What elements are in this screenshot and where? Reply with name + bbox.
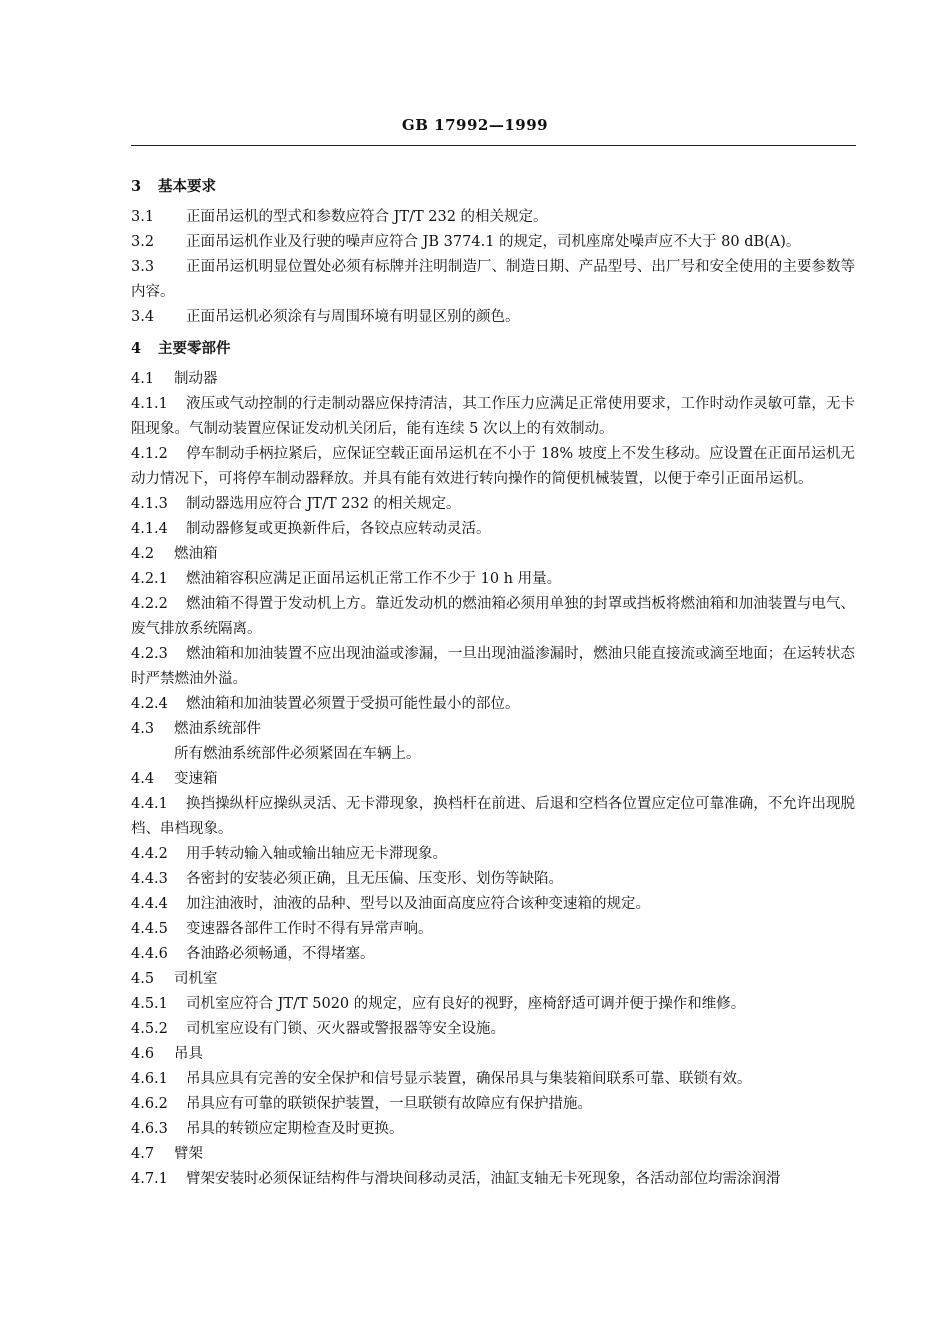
clause-text: 正面吊运机明显位置处必须有标牌并注明制造厂、制造日期、产品型号、出厂号和安全使用的主要参数等内容。: [131, 259, 855, 300]
clause-text: 变速器各部件工作时不得有异常声响。: [186, 921, 433, 937]
section-title: 基本要求: [158, 178, 216, 195]
section-number: 3: [131, 178, 142, 195]
clause-4-1-4: [131, 517, 855, 542]
clause-number: 4.2.2: [131, 596, 168, 612]
subsection-4-6: [131, 1042, 855, 1067]
clause-text: 各油路必须畅通，不得堵塞。: [186, 946, 375, 962]
clause-number: 4.4.4: [131, 896, 168, 912]
clause-3-3: [131, 255, 855, 305]
clause-number: 4.5: [131, 971, 155, 987]
clause-text: 停车制动手柄拉紧后，应保证空载正面吊运机在不小于 18% 坡度上不发生移动。应设置在正面吊运机无动力情况下，可将停车制动器释放。并具有能有效进行转向操作的简便机械装置，以便于牵引正面吊运机。: [131, 446, 855, 487]
clause-4-2-2: [131, 592, 855, 642]
clause-text: 吊具的转锁应定期检查及时更换。: [186, 1121, 404, 1137]
clause-text: 司机室应设有门锁、灭火器或警报器等安全设施。: [186, 1021, 505, 1037]
clause-number: 4.4.2: [131, 846, 168, 862]
clause-text: 正面吊运机作业及行驶的噪声应符合 JB 3774.1 的规定，司机座席处噪声应不大于 80 dB(A)。: [186, 234, 801, 250]
clause-4-5-1: [131, 992, 855, 1017]
clause-4-6-2: [131, 1092, 855, 1117]
clause-text: 燃油箱和加油装置必须置于受损可能性最小的部位。: [186, 696, 520, 712]
clause-text: 液压或气动控制的行走制动器应保持清洁，其工作压力应满足正常使用要求，工作时动作灵敏可靠，无卡阻现象。气制动装置应保证发动机关闭后，能有连续 5 次以上的有效制动。: [131, 396, 855, 437]
clause-4-4-1: [131, 792, 855, 842]
clause-text: 制动器修复或更换新件后，各铰点应转动灵活。: [186, 521, 491, 537]
page-header-standard-number: GB 17992—1999: [401, 116, 549, 134]
clause-4-4-2: [131, 842, 855, 867]
subsection-title: 燃油系统部件: [174, 721, 261, 737]
subsection-4-4: [131, 767, 855, 792]
subsection-4-5: [131, 967, 855, 992]
clause-4-3-body: 所有燃油系统部件必须紧固在车辆上。: [174, 746, 421, 762]
clause-number: 3.2: [131, 234, 155, 250]
clause-text: 吊具应有可靠的联锁保护装置，一旦联锁有故障应有保护措施。: [186, 1096, 592, 1112]
clause-4-4-4: [131, 892, 855, 917]
section-title: 主要零部件: [158, 340, 231, 357]
clause-number: 4.5.2: [131, 1021, 168, 1037]
section-heading-4: [131, 336, 855, 361]
clause-4-5-2: [131, 1017, 855, 1042]
clause-4-1-1: [131, 392, 855, 442]
clause-number: 4.2: [131, 546, 155, 562]
clause-4-1-2: [131, 442, 855, 492]
clause-number: 4.6.3: [131, 1121, 168, 1137]
clause-text: 正面吊运机必须涂有与周围环境有明显区别的颜色。: [186, 309, 520, 325]
clause-text: 制动器选用应符合 JT/T 232 的相关规定。: [186, 496, 461, 512]
clause-4-2-3: [131, 642, 855, 692]
subsection-4-1: [131, 367, 855, 392]
clause-4-7-1: [131, 1167, 855, 1192]
clause-text: 吊具应具有完善的安全保护和信号显示装置，确保吊具与集装箱间联系可靠、联锁有效。: [186, 1071, 752, 1087]
clause-number: 3.1: [131, 209, 155, 225]
clause-number: 4.3: [131, 721, 155, 737]
clause-3-4: [131, 305, 855, 330]
clause-number: 4.4.3: [131, 871, 168, 887]
clause-4-6-1: [131, 1067, 855, 1092]
clause-number: 4.4: [131, 771, 155, 787]
clause-4-2-1: [131, 567, 855, 592]
clause-number: 4.5.1: [131, 996, 168, 1012]
clause-4-6-3: [131, 1117, 855, 1142]
subsection-title: 变速箱: [174, 771, 218, 787]
clause-text: 燃油箱容积应满足正面吊运机正常工作不少于 10 h 用量。: [186, 571, 562, 587]
clause-number: 4.1: [131, 371, 155, 387]
clause-number: 4.6.1: [131, 1071, 168, 1087]
clause-number: 4.6: [131, 1046, 155, 1062]
clause-text: 换挡操纵杆应操纵灵活、无卡滞现象，换档杆在前进、后退和空档各位置应定位可靠准确，不允许出现脱档、串档现象。: [131, 796, 855, 837]
clause-4-1-3: [131, 492, 855, 517]
clause-text: 臂架安装时必须保证结构件与滑块间移动灵活，油缸支轴无卡死现象，各活动部位均需涂润滑: [186, 1171, 781, 1187]
clause-number: 4.2.1: [131, 571, 168, 587]
clause-number: 4.1.1: [131, 396, 168, 412]
clause-text: 加注油液时，油液的品种、型号以及油面高度应符合该种变速箱的规定。: [186, 896, 650, 912]
subsection-title: 制动器: [174, 371, 218, 387]
clause-number: 4.1.3: [131, 496, 168, 512]
subsection-4-2: [131, 542, 855, 567]
clause-number: 4.2.4: [131, 696, 168, 712]
clause-4-4-5: [131, 917, 855, 942]
clause-text: 司机室应符合 JT/T 5020 的规定，应有良好的视野，座椅舒适可调并便于操作和维修。: [186, 996, 746, 1012]
clause-number: 4.1.4: [131, 521, 168, 537]
clause-text: 用手转动输入轴或输出轴应无卡滞现象。: [186, 846, 447, 862]
document-body: [131, 168, 855, 1192]
clause-text: 燃油箱不得置于发动机上方。靠近发动机的燃油箱必须用单独的封罩或挡板将燃油箱和加油装置与电气、废气排放系统隔离。: [131, 596, 855, 637]
clause-number: 4.4.1: [131, 796, 168, 812]
subsection-title: 燃油箱: [174, 546, 218, 562]
section-number: 4: [131, 340, 142, 357]
clause-text: 各密封的安装必须正确，且无压偏、压变形、划伤等缺陷。: [186, 871, 563, 887]
subsection-4-3: [131, 717, 855, 742]
clause-4-2-4: [131, 692, 855, 717]
header-rule: [131, 145, 856, 146]
clause-number: 3.3: [131, 259, 155, 275]
subsection-title: 司机室: [174, 971, 218, 987]
clause-number: 4.1.2: [131, 446, 168, 462]
clause-text: 正面吊运机的型式和参数应符合 JT/T 232 的相关规定。: [186, 209, 548, 225]
clause-3-1: [131, 205, 855, 230]
section-heading-3: [131, 174, 855, 199]
clause-number: 4.7.1: [131, 1171, 168, 1187]
clause-4-4-6: [131, 942, 855, 967]
clause-3-2: [131, 230, 855, 255]
clause-number: 4.7: [131, 1146, 155, 1162]
subsection-title: 臂架: [174, 1146, 203, 1162]
clause-number: 4.2.3: [131, 646, 168, 662]
clause-number: 4.4.5: [131, 921, 168, 937]
clause-text: 燃油箱和加油装置不应出现油溢或渗漏，一旦出现油溢渗漏时，燃油只能直接流或滴至地面；在运转状态时严禁燃油外溢。: [131, 646, 855, 687]
subsection-4-7: [131, 1142, 855, 1167]
clause-number: 3.4: [131, 309, 155, 325]
clause-number: 4.6.2: [131, 1096, 168, 1112]
subsection-title: 吊具: [174, 1046, 203, 1062]
clause-number: 4.4.6: [131, 946, 168, 962]
clause-4-4-3: [131, 867, 855, 892]
